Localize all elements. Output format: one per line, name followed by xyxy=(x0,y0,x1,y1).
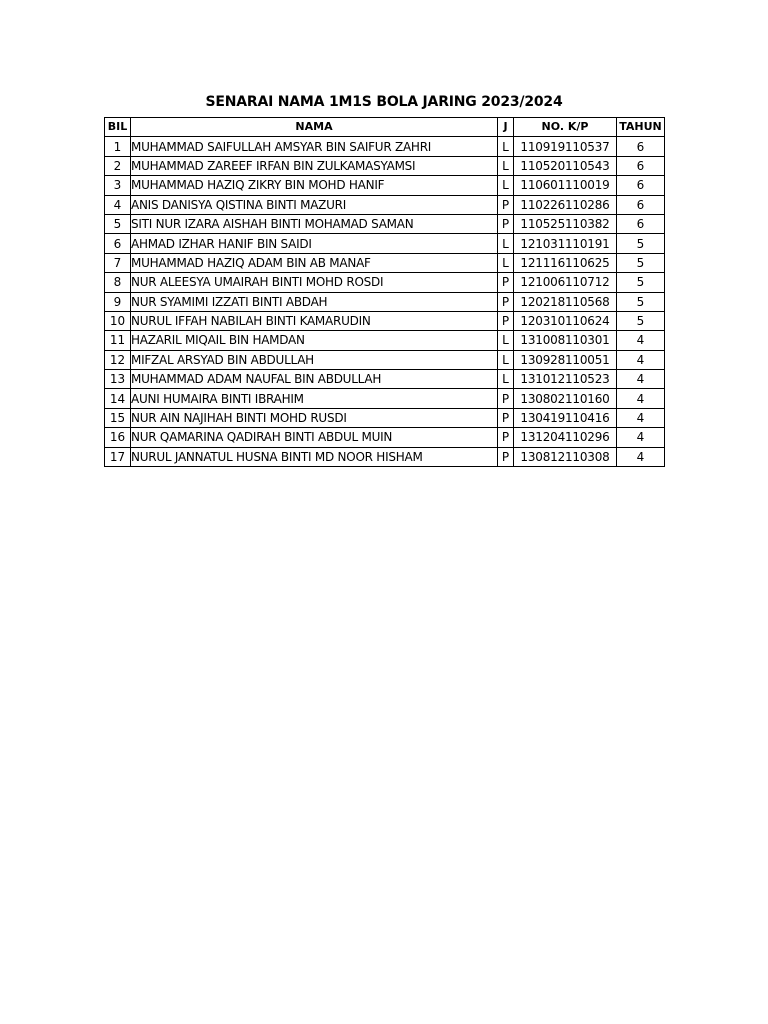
cell-j: P xyxy=(498,408,514,427)
cell-tahun: 4 xyxy=(617,389,665,408)
header-nama: NAMA xyxy=(131,118,498,137)
cell-kp: 121006110712 xyxy=(514,273,617,292)
header-bil: BIL xyxy=(105,118,131,137)
cell-kp: 120218110568 xyxy=(514,292,617,311)
cell-j: P xyxy=(498,447,514,466)
table-row xyxy=(105,176,665,195)
cell-j: P xyxy=(498,292,514,311)
cell-j: L xyxy=(498,176,514,195)
table-row xyxy=(105,389,665,408)
cell-j: P xyxy=(498,195,514,214)
cell-tahun: 5 xyxy=(617,253,665,272)
cell-bil: 10 xyxy=(105,311,131,330)
cell-tahun: 4 xyxy=(617,428,665,447)
cell-j: P xyxy=(498,389,514,408)
table-row xyxy=(105,253,665,272)
cell-kp: 110919110537 xyxy=(514,137,617,156)
cell-kp: 110601110019 xyxy=(514,176,617,195)
cell-j: P xyxy=(498,428,514,447)
cell-nama: NURUL JANNATUL HUSNA BINTI MD NOOR HISHAM xyxy=(131,447,498,466)
table-row xyxy=(105,311,665,330)
cell-bil: 7 xyxy=(105,253,131,272)
cell-nama: NURUL IFFAH NABILAH BINTI KAMARUDIN xyxy=(131,311,498,330)
cell-nama: MUHAMMAD ZAREEF IRFAN BIN ZULKAMASYAMSI xyxy=(131,156,498,175)
table-row xyxy=(105,331,665,350)
cell-bil: 2 xyxy=(105,156,131,175)
table-row xyxy=(105,292,665,311)
cell-nama: MUHAMMAD HAZIQ ADAM BIN AB MANAF xyxy=(131,253,498,272)
cell-kp: 130802110160 xyxy=(514,389,617,408)
cell-kp: 110525110382 xyxy=(514,214,617,233)
table-row xyxy=(105,273,665,292)
cell-kp: 131008110301 xyxy=(514,331,617,350)
cell-nama: NUR QAMARINA QADIRAH BINTI ABDUL MUIN xyxy=(131,428,498,447)
cell-nama: MUHAMMAD SAIFULLAH AMSYAR BIN SAIFUR ZAHRI xyxy=(131,137,498,156)
cell-bil: 4 xyxy=(105,195,131,214)
cell-bil: 13 xyxy=(105,370,131,389)
cell-nama: AUNI HUMAIRA BINTI IBRAHIM xyxy=(131,389,498,408)
cell-tahun: 6 xyxy=(617,214,665,233)
cell-tahun: 4 xyxy=(617,408,665,427)
cell-j: L xyxy=(498,331,514,350)
cell-bil: 6 xyxy=(105,234,131,253)
cell-tahun: 4 xyxy=(617,350,665,369)
cell-kp: 130419110416 xyxy=(514,408,617,427)
cell-bil: 17 xyxy=(105,447,131,466)
header-kp: NO. K/P xyxy=(514,118,617,137)
cell-j: L xyxy=(498,137,514,156)
cell-tahun: 6 xyxy=(617,156,665,175)
cell-bil: 9 xyxy=(105,292,131,311)
cell-bil: 8 xyxy=(105,273,131,292)
cell-kp: 121116110625 xyxy=(514,253,617,272)
cell-tahun: 5 xyxy=(617,234,665,253)
table-row xyxy=(105,350,665,369)
student-list-table xyxy=(104,117,665,467)
cell-j: L xyxy=(498,234,514,253)
table-row xyxy=(105,214,665,233)
document-title: SENARAI NAMA 1M1S BOLA JARING 2023/2024 xyxy=(205,94,563,110)
cell-tahun: 5 xyxy=(617,292,665,311)
cell-bil: 1 xyxy=(105,137,131,156)
cell-bil: 12 xyxy=(105,350,131,369)
cell-nama: MIFZAL ARSYAD BIN ABDULLAH xyxy=(131,350,498,369)
table-row xyxy=(105,447,665,466)
table-body xyxy=(105,137,665,467)
cell-nama: NUR AIN NAJIHAH BINTI MOHD RUSDI xyxy=(131,408,498,427)
table-row xyxy=(105,408,665,427)
cell-nama: AHMAD IZHAR HANIF BIN SAIDI xyxy=(131,234,498,253)
cell-nama: HAZARIL MIQAIL BIN HAMDAN xyxy=(131,331,498,350)
cell-tahun: 6 xyxy=(617,137,665,156)
cell-kp: 121031110191 xyxy=(514,234,617,253)
cell-tahun: 5 xyxy=(617,311,665,330)
cell-kp: 130928110051 xyxy=(514,350,617,369)
cell-bil: 11 xyxy=(105,331,131,350)
table-row xyxy=(105,137,665,156)
header-j: J xyxy=(498,118,514,137)
cell-bil: 14 xyxy=(105,389,131,408)
cell-tahun: 4 xyxy=(617,331,665,350)
cell-kp: 120310110624 xyxy=(514,311,617,330)
cell-nama: MUHAMMAD ADAM NAUFAL BIN ABDULLAH xyxy=(131,370,498,389)
cell-kp: 130812110308 xyxy=(514,447,617,466)
cell-bil: 15 xyxy=(105,408,131,427)
cell-kp: 131204110296 xyxy=(514,428,617,447)
cell-j: P xyxy=(498,311,514,330)
cell-j: L xyxy=(498,350,514,369)
cell-j: P xyxy=(498,214,514,233)
cell-j: P xyxy=(498,273,514,292)
cell-kp: 110520110543 xyxy=(514,156,617,175)
table-row xyxy=(105,370,665,389)
cell-nama: SITI NUR IZARA AISHAH BINTI MOHAMAD SAMAN xyxy=(131,214,498,233)
cell-bil: 3 xyxy=(105,176,131,195)
header-tahun: TAHUN xyxy=(617,118,665,137)
cell-tahun: 4 xyxy=(617,447,665,466)
cell-bil: 16 xyxy=(105,428,131,447)
table-header-row xyxy=(105,118,665,137)
cell-nama: ANIS DANISYA QISTINA BINTI MAZURI xyxy=(131,195,498,214)
cell-nama: NUR SYAMIMI IZZATI BINTI ABDAH xyxy=(131,292,498,311)
cell-j: L xyxy=(498,370,514,389)
cell-bil: 5 xyxy=(105,214,131,233)
cell-nama: NUR ALEESYA UMAIRAH BINTI MOHD ROSDI xyxy=(131,273,498,292)
cell-kp: 131012110523 xyxy=(514,370,617,389)
cell-tahun: 6 xyxy=(617,176,665,195)
cell-j: L xyxy=(498,156,514,175)
cell-kp: 110226110286 xyxy=(514,195,617,214)
table-row xyxy=(105,234,665,253)
cell-j: L xyxy=(498,253,514,272)
table-row xyxy=(105,428,665,447)
table-row xyxy=(105,156,665,175)
cell-tahun: 5 xyxy=(617,273,665,292)
table-row xyxy=(105,195,665,214)
cell-tahun: 6 xyxy=(617,195,665,214)
cell-tahun: 4 xyxy=(617,370,665,389)
cell-nama: MUHAMMAD HAZIQ ZIKRY BIN MOHD HANIF xyxy=(131,176,498,195)
